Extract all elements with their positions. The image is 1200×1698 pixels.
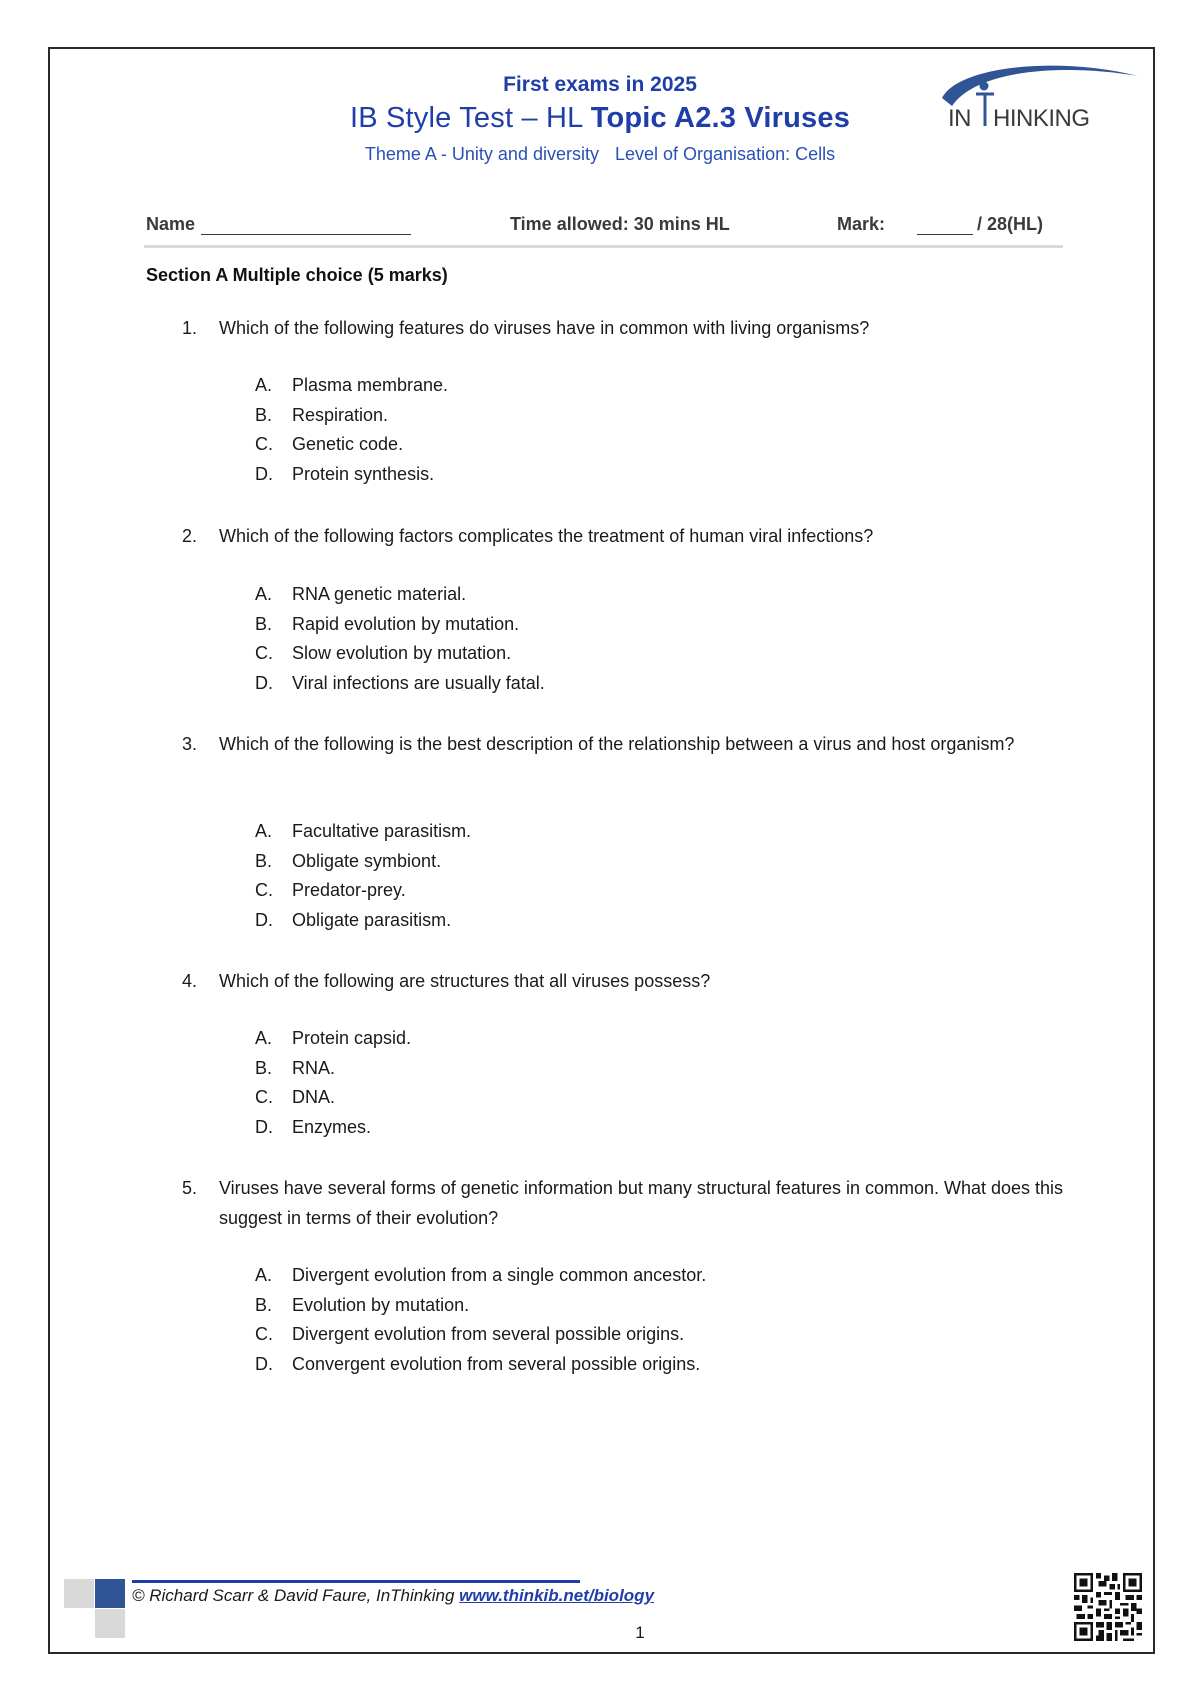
inthinking-logo (938, 58, 1143, 138)
theme-label: Theme A - Unity and diversity (364, 144, 599, 164)
option-text: Evolution by mutation. (292, 1294, 470, 1315)
option-letter: A. (255, 584, 273, 604)
option-text: Viral infections are usually fatal. (292, 672, 545, 693)
page-border (48, 47, 1155, 1654)
footer-rule (132, 1580, 580, 1583)
qr-code-icon (1074, 1573, 1142, 1641)
student-info-row (146, 214, 1064, 242)
option-letter: C. (255, 434, 273, 455)
footer-square-dark (95, 1579, 125, 1608)
question-text: Which of the following are structures that all viruses possess? (219, 971, 711, 991)
theme-line (0, 144, 1200, 165)
question-text: Which of the following is the best description of the relationship between a virus and host organism? (219, 734, 1015, 754)
option-text: Protein capsid. (292, 1028, 412, 1048)
option-text: Enzymes. (292, 1116, 372, 1137)
question-number: 4. (182, 971, 198, 991)
level-label: Level of Organisation: Cells (614, 144, 836, 164)
option-text: DNA. (292, 1087, 336, 1108)
option-letter: B. (255, 613, 273, 634)
option-letter: A. (255, 1265, 273, 1285)
mark-total: / 28(HL) (977, 214, 1044, 234)
question-number: 1. (182, 318, 198, 338)
section-title: Section A Multiple choice (5 marks) (146, 265, 448, 285)
option-text: Divergent evolution from a single common ancestor. (292, 1265, 707, 1285)
footer-square-light (64, 1579, 94, 1608)
website-link[interactable]: www.thinkib.net/biology (459, 1586, 655, 1605)
title-prefix: IB Style Test – HL (349, 102, 591, 134)
option-letter: A. (255, 821, 273, 841)
time-allowed: Time allowed: 30 mins HL (510, 214, 730, 234)
title-topic: Topic A2.3 Viruses (590, 102, 851, 134)
option-text: Predator-prey. (292, 880, 406, 901)
option-text: Facultative parasitism. (292, 821, 472, 841)
page-number: 1 (635, 1623, 645, 1642)
question-number: 2. (182, 526, 198, 546)
option-text: Plasma membrane. (292, 375, 449, 395)
option-letter: C. (255, 1324, 273, 1345)
option-text: RNA. (292, 1057, 336, 1078)
option-text: Obligate parasitism. (292, 909, 452, 930)
option-letter: B. (255, 1294, 273, 1315)
question-text: Which of the following factors complicates the treatment of human viral infections? (219, 526, 874, 546)
option-text: Slow evolution by mutation. (292, 643, 512, 664)
option-letter: D. (255, 909, 273, 930)
question-text: Which of the following features do viruses have in common with living organisms? (219, 318, 870, 338)
copyright-text: © Richard Scarr & David Faure, InThinking (132, 1586, 460, 1605)
question-number: 3. (182, 734, 198, 754)
svg-text:HINKING: HINKING (993, 105, 1090, 132)
option-letter: D. (255, 463, 273, 484)
first-exams-label: First exams in 2025 (503, 73, 697, 96)
name-field[interactable] (146, 214, 411, 235)
mark-label: Mark: (837, 214, 886, 234)
option-letter: C. (255, 1087, 273, 1108)
option-letter: D. (255, 1353, 273, 1374)
option-letter: B. (255, 850, 273, 871)
option-letter: A. (255, 375, 273, 395)
name-blank[interactable] (201, 215, 411, 235)
option-letter: A. (255, 1028, 273, 1048)
option-text: Divergent evolution from several possible origins. (292, 1324, 685, 1345)
option-text: Obligate symbiont. (292, 850, 442, 871)
option-text: Respiration. (292, 404, 389, 425)
option-letter: B. (255, 1057, 273, 1078)
option-letter: C. (255, 880, 273, 901)
footer-copyright (132, 1586, 654, 1606)
option-letter: C. (255, 643, 273, 664)
option-letter: B. (255, 404, 273, 425)
option-letter: D. (255, 1116, 273, 1137)
mark-field[interactable] (917, 214, 1043, 235)
question-number: 5. (182, 1178, 198, 1198)
svg-text:IN: IN (948, 105, 971, 132)
option-text: Convergent evolution from several possible origins. (292, 1353, 701, 1374)
option-text: RNA genetic material. (292, 584, 467, 604)
option-letter: D. (255, 672, 273, 693)
question-text: Viruses have several forms of genetic information but many structural features in common. What does this suggest in terms of their evolution? (219, 1178, 1064, 1228)
option-text: Protein synthesis. (292, 463, 435, 484)
mark-blank[interactable] (917, 215, 973, 235)
info-divider (144, 245, 1063, 248)
option-text: Genetic code. (292, 434, 404, 455)
name-label: Name (146, 214, 196, 234)
option-text: Rapid evolution by mutation. (292, 613, 520, 634)
